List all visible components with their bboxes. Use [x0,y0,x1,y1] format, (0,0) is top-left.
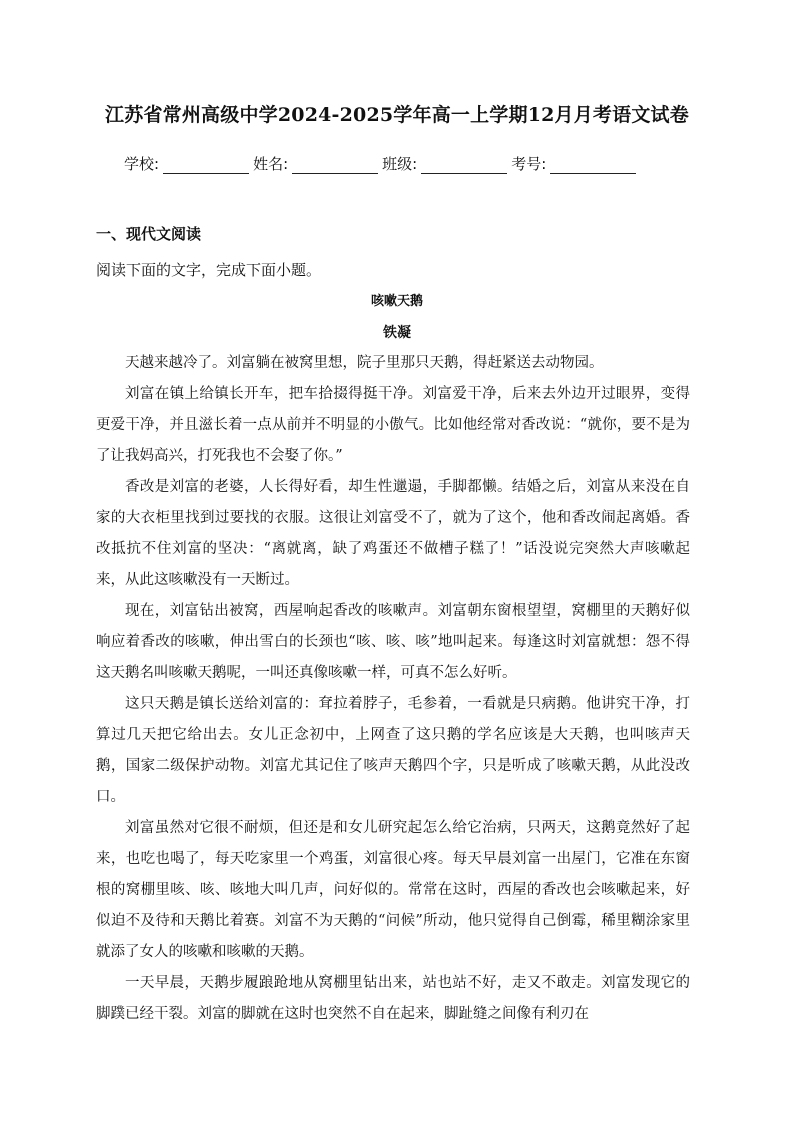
story-paragraph: 一天早晨，天鹅步履踉跄地从窝棚里钻出来，站也站不好，走又不敢走。刘富发现它的脚蹼已经干裂。刘富的脚就在这时也突然不自在起来，脚趾缝之间像有利刃在 [96,975,690,1022]
school-label: 学校: [124,155,160,173]
story-paragraph: 现在，刘富钻出被窝，西屋响起香改的咳嗽声。刘富朝东窗根望望，窝棚里的天鹅好似响应着香改的咳嗽，伸出雪白的长颈也“咳、咳、咳”地叫起来。每逢这时刘富就想：怨不得这天鹅名叫咳嗽天鹅呢，一叫还真像咳嗽一样，可真不怎么好听。 [96,603,690,681]
school-field [124,153,249,174]
exam-number-label: 考号: [511,155,547,173]
story-paragraph: 刘富在镇上给镇长开车，把车拾掇得挺干净。刘富爱干净，后来去外边开过眼界，变得更爱干净，并且滋长着一点从前并不明显的小傲气。比如他经常对香改说：“就你，要不是为了让我妈高兴，打死我也不会娶了你。” [96,386,690,464]
name-blank[interactable] [292,157,378,174]
section-heading: 一、现代文阅读 [96,225,202,243]
story-paragraph: 香改是刘富的老婆，人长得好看，却生性邋遢，手脚都懒。结婚之后，刘富从来没在自家的大衣柜里找到过要找的衣服。这很让刘富受不了，就为了这个，他和香改闹起离婚。香改抵抗不住刘富的坚决：“离就离，缺了鸡蛋还不做槽子糕了！”话没说完突然大声咳嗽起来，从此这咳嗽没有一天断过。 [96,479,690,588]
exam-number-field [511,153,636,174]
story-paragraph: 这只天鹅是镇长送给刘富的：耷拉着脖子，毛参着，一看就是只病鹅。他讲究干净，打算过几天把它给出去。女儿正念初中，上网查了这只鹅的学名应该是大天鹅，也叫咳声天鹅，国家二级保护动物。刘富尤其记住了咳声天鹅四个字，只是听成了咳嗽天鹅，从此没改口。 [96,696,690,805]
story-body [96,348,690,1030]
name-label: 姓名: [253,155,289,173]
exam-title: 江苏省常州高级中学2024-2025学年高一上学期12月月考语文试卷 [105,104,689,126]
school-blank[interactable] [163,157,249,174]
exam-number-blank[interactable] [550,157,636,174]
story-title: 咳嗽天鹅 [370,294,423,309]
student-info-row [124,150,684,174]
story-author: 铁凝 [383,325,411,341]
class-label: 班级: [382,155,418,173]
story-paragraph: 刘富虽然对它很不耐烦，但还是和女儿研究起怎么给它治病，只两天，这鹅竟然好了起来，也吃也喝了，每天吃家里一个鸡蛋，刘富很心疼。每天早晨刘富一出屋门，它准在东窗根的窝棚里咳、咳、咳地大叫几声，问好似的。常常在这时，西屋的香改也会咳嗽起来，好似迫不及待和天鹅比着赛。刘富不为天鹅的“问候”所动，他只觉得自己倒霉，稀里糊涂家里就添了女人的咳嗽和咳嗽的天鹅。 [96,820,690,960]
class-field [382,153,507,174]
name-field [253,153,378,174]
class-blank[interactable] [421,157,507,174]
story-paragraph: 天越来越冷了。刘富躺在被窝里想，院子里那只天鹅，得赶紧送去动物园。 [125,355,604,371]
reading-instruction: 阅读下面的文字，完成下面小题。 [96,261,322,279]
